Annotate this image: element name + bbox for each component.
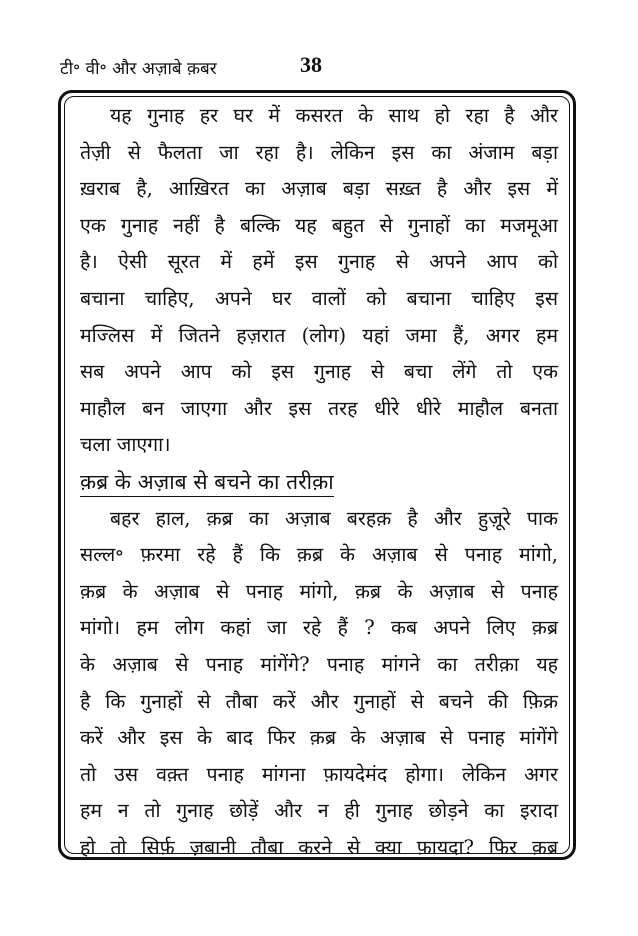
text-line: सल्ल॰ फ़रमा रहे हैं कि क़ब्र के अज़ाब से पनाह मांगो,	[80, 543, 558, 567]
page-number: 38	[300, 52, 322, 77]
text-line: चला जाएगा।	[80, 433, 171, 457]
text-line: हो तो सिर्फ़ ज़बानी तौबा करने से क्या फ़ायदा? फिर क़ब्र	[80, 835, 558, 859]
text-line: ख़राब है, आख़िरत का अज़ाब बड़ा सख़्त है और इस में	[80, 177, 558, 201]
section-heading-text: क़ब्र के अज़ाब से बचने का तरीक़ा	[80, 470, 334, 497]
text-line: तेज़ी से फैलता जा रहा है। लेकिन इस का अंजाम बड़ा	[80, 140, 558, 164]
text-line: है। ऐसी सूरत में हमें इस गुनाह से अपने आप को	[80, 250, 558, 274]
section-heading	[80, 464, 558, 501]
text-line: है कि गुनाहों से तौबा करें और गुनाहों से बचने की फ़िक्र	[80, 689, 558, 713]
text-line: क़ब्र के अज़ाब से पनाह मांगो, क़ब्र के अज़ाब से पनाह	[80, 579, 558, 603]
running-title: टी॰ वी॰ और अज़ाबे क़बर	[60, 59, 217, 79]
text-line: के अज़ाब से पनाह मांगेंगे? पनाह मांगने का तरीक़ा यह	[80, 652, 558, 676]
text-line: बचाना चाहिए, अपने घर वालों को बचाना चाहिए इस	[80, 286, 558, 310]
text-line: एक गुनाह नहीं है बल्कि यह बहुत से गुनाहों का मजमूआ	[80, 213, 558, 237]
paragraph-1	[80, 98, 558, 464]
text-line: यह गुनाह हर घर में कसरत के साथ हो रहा है और	[110, 104, 558, 127]
text-line: सब अपने आप को इस गुनाह से बचा लेंगे तो एक	[80, 360, 558, 384]
text-line: मांगो। हम लोग कहां जा रहे हैं ? कब अपने लिए क़ब्र	[80, 616, 558, 640]
text-line: हम न तो गुनाह छोड़ें और न ही गुनाह छोड़ने का इरादा	[80, 799, 558, 823]
paragraph-2	[80, 501, 558, 867]
text-line: तो उस वक़्त पनाह मांगना फ़ायदेमंद होगा। लेकिन अगर	[80, 762, 558, 786]
text-line: बहर हाल, क़ब्र का अज़ाब बरहक़ है और हुज़ूरे पाक	[110, 506, 558, 530]
text-line: मज्लिस में जितने हज़रात (लोग) यहां जमा हैं, अगर हम	[80, 323, 558, 347]
text-line: करें और इस के बाद फिर क़ब्र के अज़ाब से पनाह मांगेंगे	[80, 726, 558, 750]
page-body	[80, 98, 558, 866]
text-line: माहौल बन जाएगा और इस तरह धीरे धीरे माहौल बनता	[80, 396, 558, 420]
